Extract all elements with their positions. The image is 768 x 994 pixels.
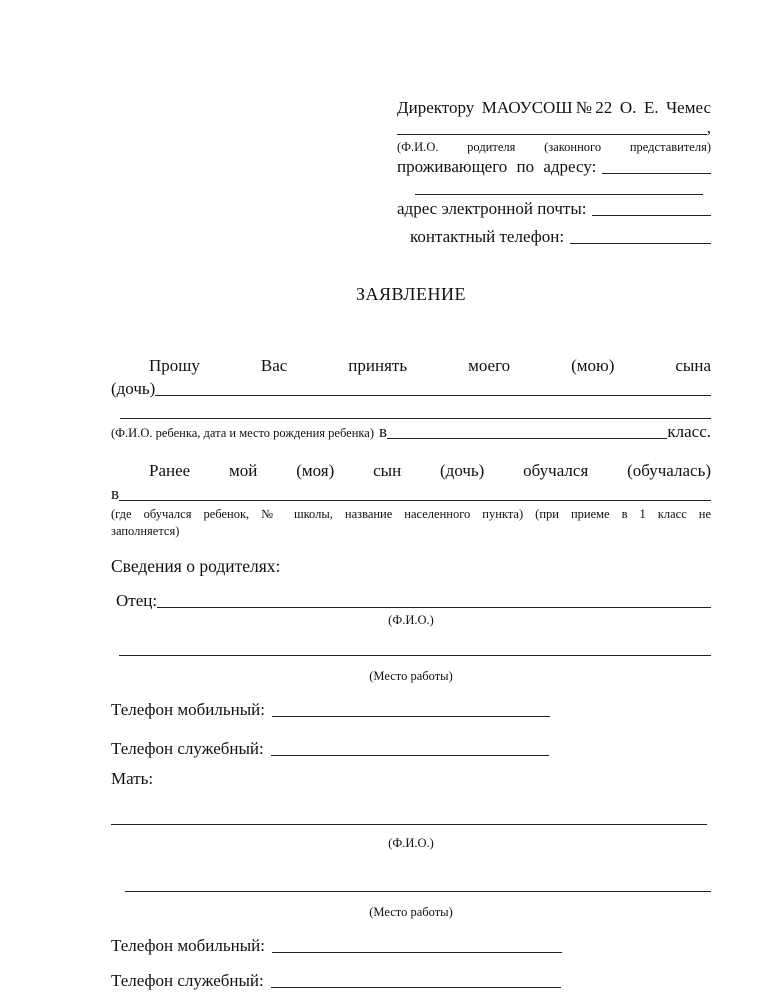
daughter-blank-row <box>111 376 711 399</box>
contact-phone-label: контактный телефон: <box>410 227 565 246</box>
father-work-phone-row <box>111 737 711 759</box>
previous-school-note-line-2: заполняется) <box>111 523 180 538</box>
mother-work-phone-blank-line <box>271 987 561 988</box>
address-label: проживающего по адресу: <box>397 157 597 176</box>
email-blank-line <box>592 215 711 216</box>
parent-fio-blank-row <box>397 118 711 138</box>
father-mobile-phone-label: Телефон мобильный: <box>111 700 265 719</box>
class-suffix: класс. <box>667 422 711 441</box>
child-fio-note: (Ф.И.О. ребенка, дата и место рождения ребенка) <box>111 426 374 440</box>
email-label: адрес электронной почты: <box>397 199 587 218</box>
father-work-phone-label: Телефон служебный: <box>111 739 264 758</box>
child-fio-blank-line <box>155 395 711 396</box>
father-work-caption: (Место работы) <box>369 669 453 683</box>
parents-heading: Сведения о родителях: <box>111 556 281 576</box>
addressee-line: Директору МАОУСОШ№22 О. Е. Чемес <box>397 98 711 117</box>
mother-workplace-blank-line <box>125 875 711 892</box>
mother-work-phone-row <box>111 969 711 991</box>
address-continuation-row <box>397 177 711 198</box>
child-note-row <box>111 419 711 442</box>
daughter-label: (дочь) <box>111 379 156 398</box>
mother-work-caption: (Место работы) <box>369 905 453 919</box>
mother-fio-blank-line <box>111 804 707 825</box>
father-mobile-blank-line <box>272 716 550 717</box>
father-fio-blank-line <box>157 607 711 608</box>
previous-school-note <box>111 506 711 539</box>
previous-school-blank-row <box>111 481 711 504</box>
contact-phone-row <box>397 226 711 247</box>
father-label: Отец: <box>116 591 158 610</box>
document-title: ЗАЯВЛЕНИЕ <box>355 284 467 304</box>
mother-mobile-blank-line <box>272 952 562 953</box>
father-work-phone-blank-line <box>271 755 549 756</box>
in-preposition: в <box>379 422 388 441</box>
mother-work-phone-label: Телефон служебный: <box>111 971 264 990</box>
contact-phone-blank-line <box>570 243 711 244</box>
mother-fio-caption: (Ф.И.О.) <box>388 836 434 850</box>
mother-mobile-phone-label: Телефон мобильный: <box>111 936 265 955</box>
previous-school-blank-line <box>119 500 711 501</box>
mother-mobile-phone-row <box>111 934 711 956</box>
parent-fio-blank-line <box>397 134 707 135</box>
comma-text: , <box>706 118 711 137</box>
father-fio-caption: (Ф.И.О.) <box>388 613 434 627</box>
mother-label: Мать: <box>111 769 154 788</box>
father-mobile-phone-row <box>111 698 711 720</box>
email-row <box>397 198 711 219</box>
address-blank-line-2 <box>415 194 703 195</box>
father-workplace-blank-line <box>119 639 711 656</box>
addressee-block <box>397 97 711 247</box>
in-preposition-2: в <box>111 484 120 503</box>
parent-fio-note: (Ф.И.О. родителя (законного представителя) <box>397 140 711 154</box>
previous-school-line-1: Ранее мой (моя) сын (дочь) обучался (обучалась) <box>149 461 711 480</box>
child-fio-blank-line-2 <box>120 399 711 419</box>
father-row <box>111 589 711 611</box>
address-blank-line <box>602 173 711 174</box>
class-blank-line <box>387 438 667 439</box>
previous-school-note-line-1: (где обучался ребенок, № школы, название населенного пункта) (при приеме в 1 класс не <box>111 507 711 521</box>
address-row <box>397 156 711 177</box>
request-line-1: Прошу Вас принять моего (мою) сына <box>149 356 711 375</box>
